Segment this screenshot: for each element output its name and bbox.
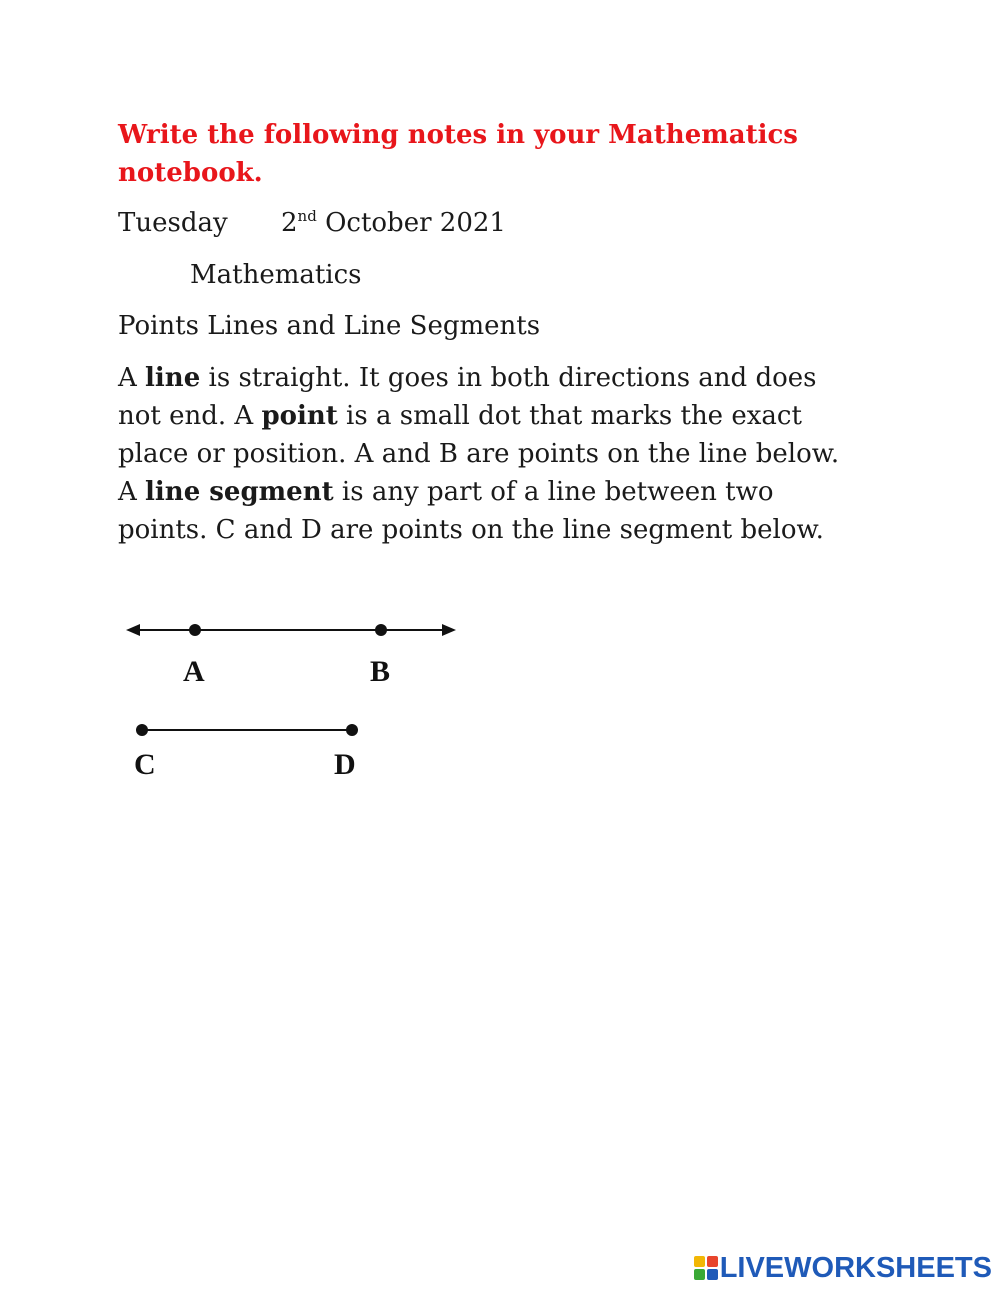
body-line-3: place or position. A and B are points on the line below. xyxy=(118,439,840,469)
point-d-dot xyxy=(346,724,358,736)
point-c-label: C xyxy=(134,748,156,781)
liveworksheets-logo xyxy=(694,1253,992,1283)
segment-cd xyxy=(134,724,358,781)
line-ab xyxy=(126,624,456,688)
lesson-title: Points Lines and Line Segments xyxy=(118,311,541,341)
term-line: line xyxy=(145,363,201,393)
body-text-fragment: A xyxy=(118,477,146,507)
body-line-5: points. C and D are points on the line segment below. xyxy=(118,515,824,545)
term-point: point xyxy=(261,401,338,431)
point-c-dot xyxy=(136,724,148,736)
body-text-fragment: is any part of a line between two xyxy=(333,477,774,507)
point-d-label: D xyxy=(334,748,356,781)
date-month-year: October 2021 xyxy=(325,208,506,238)
subject-title: Mathematics xyxy=(190,260,362,290)
point-b-dot xyxy=(375,624,387,636)
body-text-fragment: is straight. It goes in both directions and does xyxy=(200,363,817,393)
point-a-label: A xyxy=(183,655,205,688)
instruction-heading: Write the following notes in your Mathematics notebook. xyxy=(118,120,798,188)
date-suffix: nd xyxy=(297,207,317,225)
term-line-segment: line segment xyxy=(145,477,334,507)
arrow-left-icon xyxy=(126,624,140,636)
logo-text: LIVEWORKSHEETS xyxy=(719,1252,992,1284)
line-diagram xyxy=(118,600,478,800)
body-text-fragment: not end. A xyxy=(118,401,262,431)
date-day: Tuesday xyxy=(118,208,228,238)
body-text-fragment: is a small dot that marks the exact xyxy=(337,401,802,431)
body-line-4 xyxy=(118,473,878,511)
point-b-label: B xyxy=(370,655,391,688)
body-line-2 xyxy=(118,397,878,435)
date-line xyxy=(118,204,506,242)
body-line-1 xyxy=(118,359,878,397)
body-text-fragment: A xyxy=(118,363,146,393)
lesson-body xyxy=(118,359,878,549)
arrow-right-icon xyxy=(442,624,456,636)
liveworksheets-logo-icon xyxy=(694,1256,718,1280)
point-a-dot xyxy=(189,624,201,636)
date-number: 2 xyxy=(281,208,298,238)
